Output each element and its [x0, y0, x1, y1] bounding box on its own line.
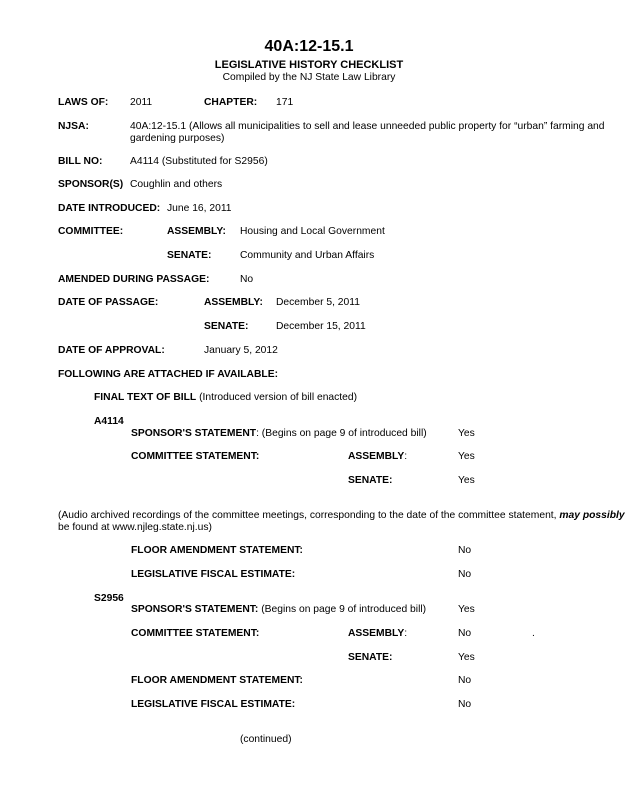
passage-assembly-label: ASSEMBLY:	[204, 297, 263, 308]
s2956-floor-value: No	[458, 675, 472, 686]
audio-note-text: (Audio archived recordings of the committee meetings, corresponding to the date of the committee statement,	[58, 510, 560, 521]
a4114-floor-label: FLOOR AMENDMENT STATEMENT:	[131, 545, 303, 556]
a4114-floor-value: No	[458, 545, 472, 556]
s2956-assembly	[348, 628, 407, 640]
a4114-senate-label: SENATE:	[348, 475, 393, 486]
a4114-senate-value: Yes	[458, 475, 475, 486]
laws-of-value: 2011	[130, 97, 153, 108]
s2956-floor-label: FLOOR AMENDMENT STATEMENT:	[131, 675, 303, 686]
s2956-senate-label: SENATE:	[348, 652, 393, 663]
amended-label: AMENDED DURING PASSAGE:	[58, 274, 210, 285]
date-introduced-label: DATE INTRODUCED:	[58, 203, 161, 214]
s2956-fiscal-label: LEGISLATIVE FISCAL ESTIMATE:	[131, 699, 296, 710]
laws-of-label: LAWS OF:	[58, 97, 109, 108]
a4114-sponsor-statement	[131, 428, 427, 440]
s2956-assembly-label: ASSEMBLY	[348, 628, 405, 639]
compiled-by: Compiled by the NJ State Law Library	[222, 72, 396, 83]
njsa-description: 40A:12-15.1 (Allows all municipalities to sell and lease unneeded public property for “urban” farming and	[130, 121, 605, 132]
date-of-approval-value: January 5, 2012	[204, 345, 278, 356]
a4114-sponsor-value: Yes	[458, 428, 475, 439]
s2956-fiscal-value: No	[458, 699, 472, 710]
continued-note: (continued)	[240, 734, 292, 745]
a4114-assembly	[348, 451, 407, 463]
bill-no-label: BILL NO:	[58, 156, 103, 167]
a4114-bill-label: A4114	[94, 416, 124, 427]
s2956-sponsor-value: Yes	[458, 604, 475, 615]
s2956-bill-label: S2956	[94, 593, 124, 604]
committee-label: COMMITTEE:	[58, 226, 124, 237]
final-text-note: (Introduced version of bill enacted)	[196, 392, 358, 403]
njsa-description-cont: gardening purposes)	[130, 133, 225, 144]
amended-value: No	[240, 274, 254, 285]
statute-heading: 40A:12-15.1	[264, 38, 354, 55]
a4114-fiscal-value: No	[458, 569, 472, 580]
audio-note	[58, 510, 625, 522]
passage-assembly-value: December 5, 2011	[276, 297, 360, 308]
committee-assembly-value: Housing and Local Government	[240, 226, 385, 237]
s2956-sponsor-statement	[131, 604, 426, 616]
a4114-committee-label: COMMITTEE STATEMENT:	[131, 451, 260, 462]
date-introduced-value: June 16, 2011	[167, 203, 232, 214]
a4114-sponsor-note: : (Begins on page 9 of introduced bill)	[256, 428, 427, 439]
s2956-assembly-mark: .	[532, 628, 535, 639]
audio-note-emphasis: may possibly	[559, 510, 625, 521]
a4114-sponsor-label: SPONSOR'S STATEMENT	[131, 428, 257, 439]
a4114-fiscal-label: LEGISLATIVE FISCAL ESTIMATE:	[131, 569, 296, 580]
bill-no-value: A4114 (Substituted for S2956)	[130, 156, 268, 167]
committee-senate-value: Community and Urban Affairs	[240, 250, 375, 261]
committee-senate-label: SENATE:	[167, 250, 212, 261]
final-text-label: FINAL TEXT OF BILL	[94, 392, 197, 403]
passage-senate-value: December 15, 2011	[276, 321, 366, 332]
final-text-line	[94, 392, 357, 404]
chapter-label: CHAPTER:	[204, 97, 258, 108]
a4114-assembly-value: Yes	[458, 451, 475, 462]
attached-heading: FOLLOWING ARE ATTACHED IF AVAILABLE:	[58, 369, 279, 380]
date-of-approval-label: DATE OF APPROVAL:	[58, 345, 165, 356]
sponsor-label: SPONSOR(S)	[58, 179, 124, 190]
chapter-value: 171	[276, 97, 294, 108]
s2956-committee-label: COMMITTEE STATEMENT:	[131, 628, 260, 639]
checklist-title: LEGISLATIVE HISTORY CHECKLIST	[214, 59, 404, 71]
audio-note-cont: be found at www.njleg.state.nj.us)	[58, 522, 212, 533]
passage-senate-label: SENATE:	[204, 321, 249, 332]
date-of-passage-label: DATE OF PASSAGE:	[58, 297, 159, 308]
s2956-assembly-colon: :	[404, 628, 408, 639]
committee-assembly-label: ASSEMBLY:	[167, 226, 226, 237]
njsa-label: NJSA:	[58, 121, 89, 132]
a4114-assembly-label: ASSEMBLY	[348, 451, 405, 462]
s2956-senate-value: Yes	[458, 652, 475, 663]
s2956-sponsor-note: (Begins on page 9 of introduced bill)	[258, 604, 427, 615]
sponsor-value: Coughlin and others	[130, 179, 223, 190]
s2956-assembly-value: No	[458, 628, 472, 639]
s2956-sponsor-label: SPONSOR'S STATEMENT:	[131, 604, 259, 615]
a4114-assembly-colon: :	[404, 451, 408, 462]
